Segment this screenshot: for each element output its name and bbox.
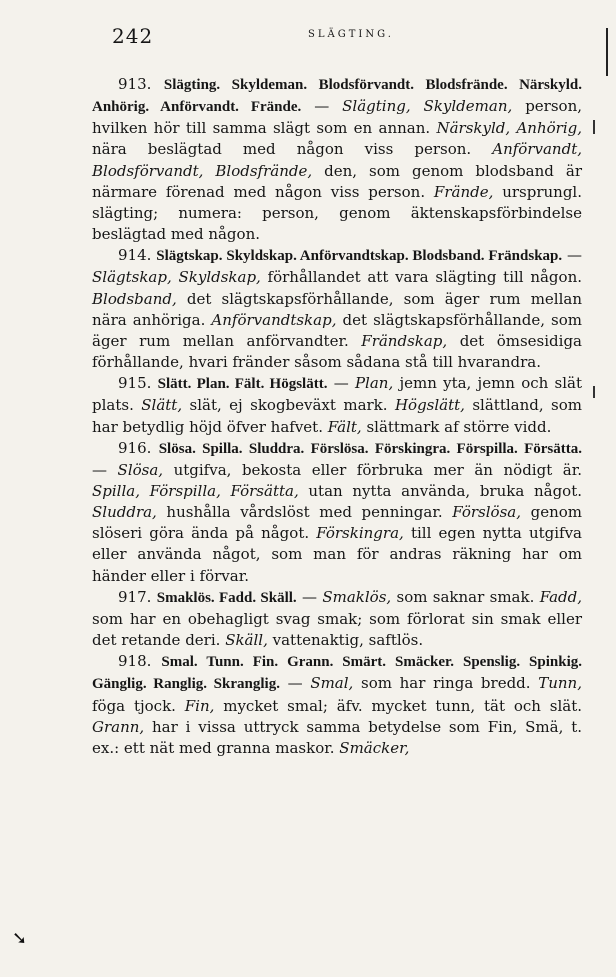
term-italic: Frändskap, bbox=[361, 331, 448, 350]
entry-number: 916. bbox=[118, 438, 159, 457]
term-italic: Fin, bbox=[184, 696, 215, 715]
entry-headwords: Slätt. Plan. Fält. Högslätt. bbox=[157, 376, 328, 393]
entry-text: — bbox=[296, 587, 323, 606]
entry-headwords: Slägting. Skyldeman. Blodsförvandt. Blodsfrände. Närskyld. Anhörig. Anförvandt. Frände. bbox=[92, 77, 582, 116]
entry-text: person, hvilken hör till samma slägt som en annan. bbox=[92, 97, 583, 138]
body-text bbox=[92, 74, 582, 759]
entry-text: utan nytta använda, bruka något. bbox=[298, 481, 582, 500]
term-italic: Smäcker, bbox=[339, 738, 410, 757]
entry-text: det slägtskapsförhållande, som äger rum mellan anförvandter. bbox=[92, 310, 582, 350]
margin-tick bbox=[593, 120, 595, 134]
term-italic: Slösa, bbox=[117, 460, 164, 479]
term-italic: Slätt, bbox=[141, 396, 183, 415]
corner-arrow-icon: ➘ bbox=[12, 928, 28, 949]
entry-text: har i vissa uttryck samma betydelse som Fin, Smä, t. ex.: ett nät med granna maskor. bbox=[92, 717, 582, 757]
term-italic: Skäll, bbox=[225, 631, 268, 650]
term-italic: Anförvandt, Blodsförvandt, Blodsfrände, bbox=[92, 140, 582, 180]
entry-text: slättmark af större vidd. bbox=[361, 417, 552, 436]
term-italic: Anförvandtskap, bbox=[211, 310, 337, 329]
entry-headwords: Smal. Tunn. Fin. Grann. Smärt. Smäcker. Spenslig. Spinkig. Gänglig. Ranglig. Skranglig. bbox=[92, 654, 583, 693]
entry-number: 913. bbox=[118, 75, 164, 93]
entry-text: förhållandet att vara slägting till någon. bbox=[260, 268, 582, 287]
entry-text: — bbox=[301, 97, 343, 116]
running-title: SLÄGTING. bbox=[308, 29, 394, 40]
term-italic: Förslösa, bbox=[452, 503, 521, 522]
entry-text: — bbox=[562, 246, 582, 265]
entry-text: — bbox=[279, 674, 311, 693]
entry-text: jemn yta, jemn och slät plats. bbox=[92, 374, 582, 415]
dictionary-entry bbox=[92, 245, 582, 373]
entry-headwords: Smaklös. Fadd. Skäll. bbox=[156, 589, 297, 606]
entry-text: genom slöseri göra ända på något. bbox=[92, 503, 582, 543]
entry-text: ursprungl. slägting; numera: person, genom äktenskapsförbindelse beslägtad med någon. bbox=[92, 182, 582, 244]
dictionary-entry bbox=[92, 373, 582, 437]
term-italic: Grann, bbox=[92, 717, 145, 736]
entry-text: det slägtskapsförhållande, som äger rum mellan nära anhöriga. bbox=[92, 289, 582, 329]
entry-headwords: Slösa. Spilla. Sluddra. Förslösa. Förskingra. Förspilla. Försätta. bbox=[158, 440, 582, 457]
entry-text: det ömsesidiga förhållande, hvari fränder såsom sådana stå till hvarandra. bbox=[92, 331, 582, 372]
entry-text: till egen nytta utgifva eller använda något, som man för andras räkning har om händer eller i förvar. bbox=[92, 524, 582, 585]
entry-text: som har en obehagligt svag smak; som förlorat sin smak eller det retande deri. bbox=[92, 609, 582, 650]
term-italic: Fält, bbox=[327, 417, 362, 436]
entry-text: vattenaktig, saftlös. bbox=[267, 631, 424, 650]
entry-headwords: Slägtskap. Skyldskap. Anförvandtskap. Blodsband. Frändskap. bbox=[156, 248, 563, 265]
term-italic: Plan, bbox=[354, 374, 394, 393]
term-italic: Förskingra, bbox=[316, 524, 404, 543]
term-italic: Fadd, bbox=[539, 587, 582, 606]
entry-number: 914. bbox=[118, 246, 157, 265]
term-italic: Slägtskap, Skyldskap, bbox=[92, 268, 261, 287]
entry-text: mycket smal; äfv. mycket tunn, tät och slät. bbox=[214, 696, 582, 715]
term-italic: Tunn, bbox=[538, 674, 582, 693]
entry-text: hushålla vårdslöst med penningar. bbox=[156, 503, 453, 522]
entry-text: utgifva, bekosta eller förbruka mer än nödigt är. bbox=[163, 460, 582, 479]
term-italic: Högslätt, bbox=[394, 396, 465, 415]
entry-number: 915. bbox=[118, 374, 158, 393]
term-italic: Slägting, Skyldeman, bbox=[342, 97, 513, 116]
term-italic: Närskyld, Anhörig, bbox=[436, 119, 582, 138]
margin-tick bbox=[593, 386, 595, 398]
entry-text: den, som genom blodsband är närmare förenad med någon viss person. bbox=[92, 161, 583, 201]
entry-text: slät, ej skogbeväxt mark. bbox=[182, 396, 395, 415]
entry-text: föga tjock. bbox=[92, 696, 185, 715]
entry-text: — bbox=[327, 374, 355, 393]
entry-text: nära beslägtad med någon viss person. bbox=[92, 140, 493, 159]
dictionary-entry bbox=[92, 438, 582, 587]
term-italic: Sluddra, bbox=[92, 503, 157, 522]
page-edge-line bbox=[606, 28, 608, 76]
dictionary-entry bbox=[92, 587, 582, 651]
term-italic: Smaklös, bbox=[322, 587, 392, 606]
entry-text: som har ringa bredd. bbox=[353, 674, 539, 693]
entry-number: 918. bbox=[118, 652, 162, 671]
page-header bbox=[112, 24, 590, 60]
dictionary-entry bbox=[92, 74, 582, 245]
entry-text: — bbox=[92, 460, 118, 479]
entry-text: slättland, som har betydlig höjd öfver hafvet. bbox=[92, 396, 582, 436]
term-italic: Frände, bbox=[433, 182, 494, 201]
dictionary-entry bbox=[92, 651, 582, 759]
entry-text: som saknar smak. bbox=[391, 587, 540, 606]
term-italic: Blodsband, bbox=[92, 289, 177, 308]
term-italic: Smal, bbox=[310, 674, 354, 693]
entry-number: 917. bbox=[118, 587, 157, 606]
term-italic: Spilla, Förspilla, Försätta, bbox=[92, 481, 299, 500]
page-number: 242 bbox=[112, 24, 154, 48]
